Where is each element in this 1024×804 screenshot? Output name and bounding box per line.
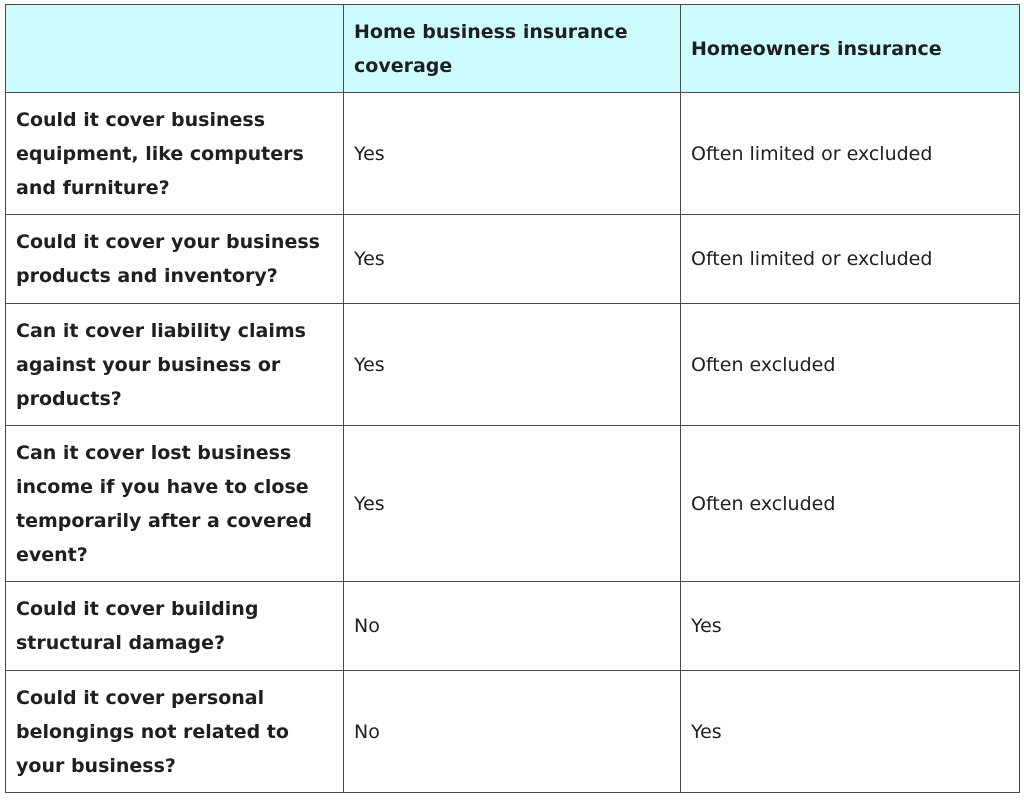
table-header-row <box>6 5 1020 93</box>
row-question: Can it cover liability claims against your business or products? <box>6 304 344 426</box>
header-home-business-insurance: Home business insurance coverage <box>344 5 681 93</box>
row-question: Can it cover lost business income if you have to close temporarily after a covered event? <box>6 426 344 582</box>
homeowners-answer: Yes <box>681 582 1020 671</box>
home-business-answer: No <box>344 582 681 671</box>
header-homeowners-insurance: Homeowners insurance <box>681 5 1020 93</box>
row-question: Could it cover building structural damage? <box>6 582 344 671</box>
comparison-table-container <box>5 4 1019 793</box>
header-empty-cell <box>6 5 344 93</box>
home-business-answer: Yes <box>344 426 681 582</box>
row-question: Could it cover your business products and inventory? <box>6 215 344 304</box>
home-business-answer: No <box>344 671 681 793</box>
home-business-answer: Yes <box>344 215 681 304</box>
row-question: Could it cover personal belongings not related to your business? <box>6 671 344 793</box>
homeowners-answer: Often excluded <box>681 304 1020 426</box>
homeowners-answer: Yes <box>681 671 1020 793</box>
table-row <box>6 93 1020 215</box>
table-row <box>6 582 1020 671</box>
table-row <box>6 426 1020 582</box>
coverage-comparison-table <box>5 4 1020 793</box>
table-row <box>6 215 1020 304</box>
homeowners-answer: Often excluded <box>681 426 1020 582</box>
home-business-answer: Yes <box>344 304 681 426</box>
homeowners-answer: Often limited or excluded <box>681 215 1020 304</box>
home-business-answer: Yes <box>344 93 681 215</box>
homeowners-answer: Often limited or excluded <box>681 93 1020 215</box>
table-row <box>6 304 1020 426</box>
table-row <box>6 671 1020 793</box>
row-question: Could it cover business equipment, like computers and furniture? <box>6 93 344 215</box>
